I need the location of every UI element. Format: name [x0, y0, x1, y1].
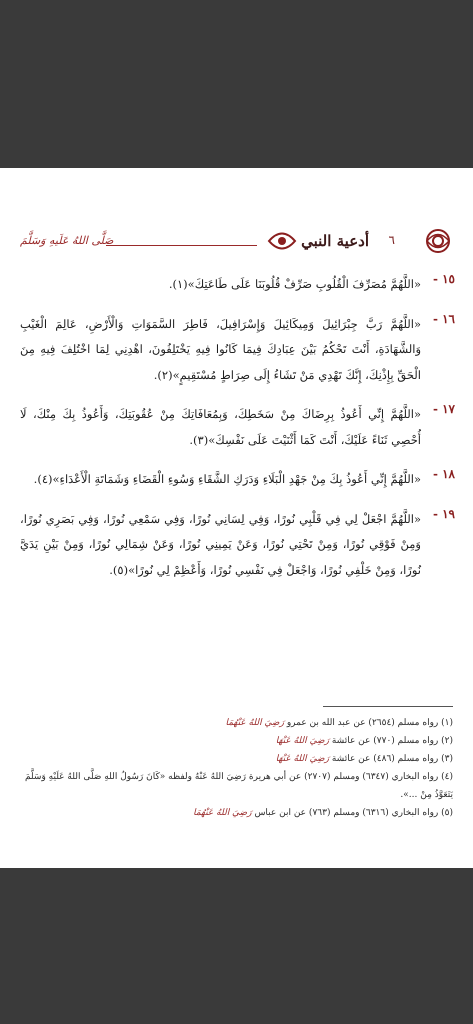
dua-text: «اللَّهُمَّ اجْعَلْ لِي فِي قَلْبِي نُورًا، وَفِي لِسَانِي نُورًا، وَفِي سَمْعِي نُورًا، وَفِي بَصَرِي نُورًا، وَمِنْ فَوْقِي نُورًا، وَمِنْ تَحْتِي نُورًا، وَعَنْ يَمِينِي نُورًا، وَعَنْ شِمَالِي نُورًا، وَمِنْ بَيْنِ يَدَيَّ نُورًا، وَمِنْ خَلْفِي نُورًا، وَاجْعَلْ فِي نَفْسِي نُورًا، وَأَعْظِمْ لِي نُورًا»(٥). [20, 511, 421, 577]
dua-text: «اللَّهُمَّ إِنِّي أَعُوذُ بِكَ مِنْ جَهْدِ الْبَلَاءِ وَدَرَكِ الشَّقَاءِ وَسُوءِ الْقَضَاءِ وَشَمَاتَةِ الْأَعْدَاءِ»(٤). [33, 472, 421, 486]
item-number: ١٦ - [432, 311, 455, 326]
item-number: ١٧ - [432, 402, 455, 416]
footnote-text: (٥) رواه البخاري (٦٣١٦) ومسلم (٧٦٣) عن ابن عباس [254, 808, 453, 818]
item-number: ١٩ - [432, 506, 455, 521]
header-rule [106, 245, 257, 246]
footnote-honorific: رَضِيَ اللهُ عَنْهَا [275, 736, 329, 746]
footnote-text: (٣) رواه مسلم (٤٨٦) عن عائشة [331, 754, 453, 764]
footnotes [20, 714, 453, 822]
footnote-honorific: رَضِيَ اللهُ عَنْهَا [275, 754, 329, 764]
book-page [0, 168, 473, 868]
dua-text: «اللَّهُمَّ مُصَرِّفَ الْقُلُوبِ صَرِّفْ قُلُوبَنَا عَلَى طَاعَتِكَ»(١). [168, 277, 421, 291]
footnote [20, 750, 453, 768]
list-item [20, 507, 455, 584]
footnote [20, 732, 453, 750]
item-number: ١٨ - [432, 467, 455, 481]
dua-text: «اللَّهُمَّ رَبَّ جِبْرَائِيلَ وَمِيكَائِيلَ وَإِسْرَافِيلَ، فَاطِرَ السَّمَوَاتِ وَالْأَرْضِ، عَالِمَ الْغَيْبِ وَالشَّهَادَةِ، أَنْتَ تَحْكُمُ بَيْنَ عِبَادِكَ فِيمَا كَانُوا فِيهِ يَخْتَلِفُونَ، اهْدِنِي لِمَا اخْتُلِفَ فِيهِ مِنَ الْحَقِّ بِإِذْنِكَ، إِنَّكَ تَهْدِي مَنْ تَشَاءُ إِلَى صِرَاطٍ مُسْتَقِيمٍ»(٢). [20, 316, 421, 382]
list-item [20, 402, 455, 453]
footnote [20, 804, 453, 822]
list-item [20, 312, 455, 389]
footnote [20, 714, 453, 732]
footnote [20, 768, 453, 804]
footnote-text: (١) رواه مسلم (٢٦٥٤) عن عبد الله بن عمرو [286, 718, 453, 728]
dua-list [20, 272, 455, 597]
footnote-honorific: رَضِيَ اللهُ عَنْهُمَا [193, 808, 252, 818]
footnote-separator [323, 706, 453, 707]
ornament-icon [423, 226, 453, 256]
page-number: ٦ [388, 233, 395, 247]
page-title: أدعية النبي [301, 232, 369, 250]
dua-text: «اللَّهُمَّ إِنِّي أَعُوذُ بِرِضَاكَ مِنْ سَخَطِكَ، وَبِمُعَافَاتِكَ مِنْ عُقُوبَتِكَ، وَأَعُوذُ بِكَ مِنْكَ، لَا أُحْصِي ثَنَاءً عَلَيْكَ، أَنْتَ كَمَا أَثْنَيْتَ عَلَى نَفْسِكَ»(٣). [20, 407, 421, 447]
item-number: ١٥ - [432, 272, 455, 286]
footnote-honorific: رَضِيَ اللهُ عَنْهُمَا [225, 718, 284, 728]
salawat-text: صَلَّى اللهُ عَلَيهِ وَسَلَّمَ [20, 234, 114, 247]
list-item [20, 272, 455, 298]
page-header [20, 226, 453, 260]
ornament-icon [267, 226, 297, 256]
list-item [20, 467, 455, 493]
footnote-text: (٤) رواه البخاري (٦٣٤٧) ومسلم (٢٧٠٧) عن أبي هريرة رَضِيَ اللهُ عَنْهُ ولفظه «كَانَ رَسُولُ اللهِ صَلَّى اللهُ عَلَيْهِ وَسَلَّمَ يَتَعَوَّذُ مِنْ ...». [24, 772, 453, 800]
footnote-text: (٢) رواه مسلم (٧٧٠) عن عائشة [331, 736, 453, 746]
